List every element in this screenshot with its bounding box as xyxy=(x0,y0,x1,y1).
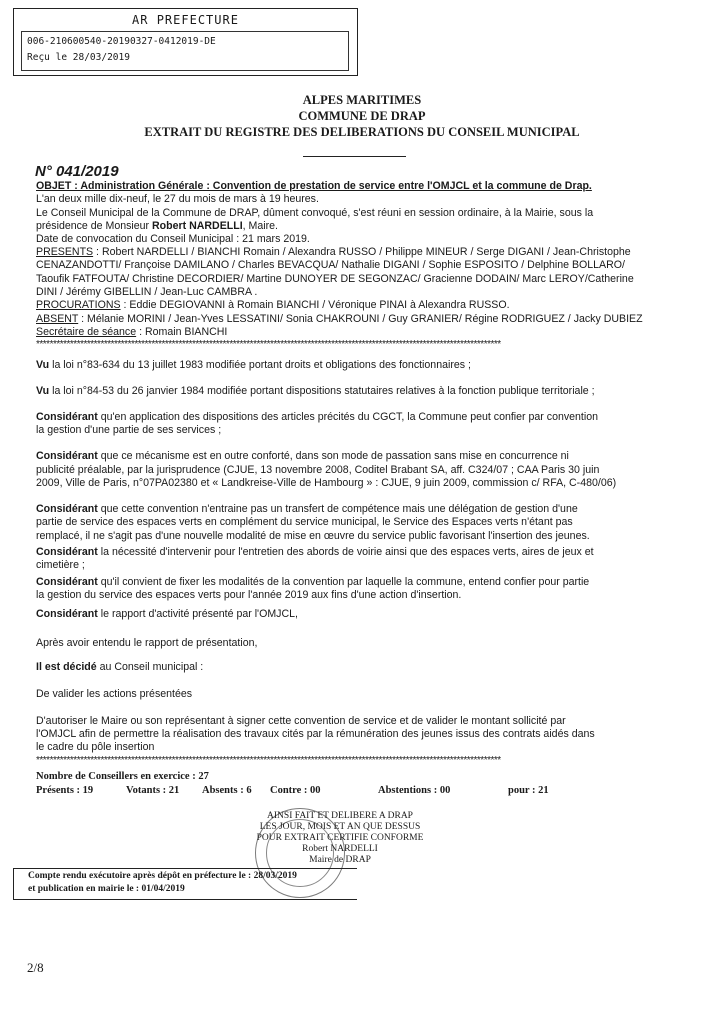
separator-stars-top: ***************************************************************************************************************************************** xyxy=(36,340,501,350)
autoriser-line-3: le cadre du pôle insertion xyxy=(36,741,155,753)
vu-2-text: la loi n°84-53 du 26 janvier 1984 modifiée portant dispositions statutaires relatives à la fonction publique territoriale ; xyxy=(49,385,595,397)
absent-line xyxy=(36,313,643,326)
vote-pour: pour : 21 xyxy=(508,785,549,796)
autoriser-line-2: l'OMJCL afin de permettre la réalisation des travaux cités par la rémunération des jeunes issus des contrats aidés dans xyxy=(36,728,595,740)
considerant-6-line xyxy=(36,608,298,621)
mayor-name: Robert NARDELLI xyxy=(152,220,243,232)
vu-1-text: la loi n°83-634 du 13 juillet 1983 modifiée portant droits et obligations des fonctionnaires ; xyxy=(49,359,471,371)
considerant-2-line-3: 2009, Ville de Paris, n°07PA02380 et « Landkreise-Ville de Hambourg » : CJUE, 9 juin 2009, commission c/ RFA, C-480/06) xyxy=(36,477,617,489)
considerant-3-line-1 xyxy=(36,503,578,516)
stamp-reference: 006-210600540-20190327-0412019-DE xyxy=(27,36,216,47)
vu-line-2 xyxy=(36,385,595,398)
considerant-2-text: que ce mécanisme est en outre conforté, dans son mode de passation sans mise en concurrence ni xyxy=(97,450,569,462)
procurations-line xyxy=(36,299,510,312)
presents-line-4: DINI / Jérémy GIBELLIN / Jean-Luc CAMBRA . xyxy=(36,286,258,298)
considerant-6-text: le rapport d'activité présenté par l'OMJCL, xyxy=(97,608,298,620)
presents-text-1: : Robert NARDELLI / BIANCHI Romain / Alexandra RUSSO / Philippe MINEUR / Serge DIGANI / Jean-Christophe xyxy=(93,246,631,258)
separator-stars-bottom: ***************************************************************************************************************************************** xyxy=(36,756,501,766)
council-line-1: Le Conseil Municipal de la Commune de DRAP, dûment convoqué, s'est réuni en session ordinaire, à la Mairie, sous la xyxy=(36,207,594,219)
council-line-2 xyxy=(36,220,278,233)
considerant-4-line-2: cimetière ; xyxy=(36,559,85,571)
considerant-2-line-2: publicité préalable, par la jurisprudence (CJUE, 13 novembre 2008, Coditel Brabant SA, aff. C324/07 ; CAA Paris 30 juin xyxy=(36,464,600,476)
presents-line-3: Taoufik FATFOUTA/ Christine DECORDIER/ Martine DUNOYER DE SEGONZAC/ Gracienne DODAIN/ Marc LEROY/Catherine xyxy=(36,273,634,285)
considerant-1-bold: Considérant xyxy=(36,411,98,423)
vu-2-bold: Vu xyxy=(36,385,50,397)
vote-votants: Votants : 21 xyxy=(126,785,180,796)
header-divider xyxy=(303,156,406,157)
considerant-4-bold: Considérant xyxy=(36,546,98,558)
considerant-5-line-2: la gestion du service des espaces verts pour l'année 2019 aux fins d'une action d'insertion. xyxy=(36,589,462,601)
absent-label: ABSENT xyxy=(36,313,79,325)
stamp-title: AR PREFECTURE xyxy=(132,13,239,27)
considerant-5-text: qu'il convient de fixer les modalités de la convention par laquelle la commune, entend confier pour partie xyxy=(97,576,590,588)
considerant-3-line-2: partie de service des espaces verts en complément du service municipal, le Service des Espaces verts n'étant pas xyxy=(36,516,573,528)
considerant-4-line-1 xyxy=(36,546,594,559)
considerant-6-bold: Considérant xyxy=(36,608,98,620)
signature-mayor-name: Robert NARDELLI xyxy=(302,844,378,854)
signature-mayor-title: Maire de DRAP xyxy=(309,855,371,865)
procurations-label: PROCURATIONS xyxy=(36,299,121,311)
signature-line-1: AINSI FAIT ET DELIBERE A DRAP xyxy=(267,811,413,821)
stamp-inner-box xyxy=(21,31,349,71)
vote-abstentions: Abstentions : 00 xyxy=(378,785,451,796)
decide-line xyxy=(36,661,203,674)
considerant-3-text: que cette convention n'entraine pas un transfert de compétence mais une délégation de gestion d'une xyxy=(97,503,578,515)
considerant-2-bold: Considérant xyxy=(36,450,98,462)
vote-absents: Absents : 6 xyxy=(202,785,252,796)
presents-label: PRESENTS xyxy=(36,246,94,258)
secretaire-line xyxy=(36,326,227,339)
vote-exercice: Nombre de Conseillers en exercice : 27 xyxy=(36,771,209,782)
session-date-line: L'an deux mille dix-neuf, le 27 du mois de mars à 19 heures. xyxy=(36,193,319,205)
considerant-3-line-3: remplacé, il ne s'agit pas d'une nouvelle modalité de mise en œuvre du service public favorisant l'insertion des jeunes. xyxy=(36,530,590,542)
decide-text: au Conseil municipal : xyxy=(96,661,204,673)
stamp-received-date: Reçu le 28/03/2019 xyxy=(27,52,130,63)
receipt-box xyxy=(13,868,357,900)
procurations-text: : Eddie DEGIOVANNI à Romain BIANCHI / Véronique PINAI à Alexandra RUSSO. xyxy=(120,299,510,311)
considerant-1-text: qu'en application des dispositions des articles précités du CGCT, la Commune peut confier par convention xyxy=(97,411,599,423)
secretaire-label: Secrétaire de séance xyxy=(36,326,137,338)
signature-line-2: LES JOUR, MOIS ET AN QUE DESSUS xyxy=(259,822,421,832)
receipt-line-1: Compte rendu exécutoire après dépôt en préfecture le : 28/03/2019 xyxy=(28,871,297,881)
considerant-5-bold: Considérant xyxy=(36,576,98,588)
autoriser-line-1: D'autoriser le Maire ou son représentant à signer cette convention de service et de valider le montant sollicité par xyxy=(36,715,566,727)
vote-presents: Présents : 19 xyxy=(36,785,94,796)
objet-line: OBJET : Administration Générale : Convention de prestation de service entre l'OMJCL et la commune de Drap. xyxy=(36,180,592,192)
header-department: ALPES MARITIMES xyxy=(302,93,422,107)
vu-line-1 xyxy=(36,359,471,372)
secretaire-text: : Romain BIANCHI xyxy=(136,326,228,338)
considerant-3-bold: Considérant xyxy=(36,503,98,515)
prefecture-stamp xyxy=(13,8,358,76)
vu-1-bold: Vu xyxy=(36,359,50,371)
council-line-2c: , Maire. xyxy=(242,220,278,232)
convocation-date: Date de convocation du Conseil Municipal : 21 mars 2019. xyxy=(36,233,310,245)
council-line-2a: présidence de Monsieur xyxy=(36,220,153,232)
considerant-2-line-1 xyxy=(36,450,569,463)
presents-line-2: CENAZANDOTTI/ Françoise DAMILANO / Charles BEVACQUA/ Nathalie DIGANI / Sophie ESPOSITO / Delphine BOLLARO/ xyxy=(36,259,625,271)
considerant-1-line-1 xyxy=(36,411,598,424)
header-register-title: EXTRAIT DU REGISTRE DES DELIBERATIONS DU CONSEIL MUNICIPAL xyxy=(144,125,580,139)
decide-bold: Il est décidé xyxy=(36,661,97,673)
receipt-line-2: et publication en mairie le : 01/04/2019 xyxy=(28,884,185,894)
signature-line-3: POUR EXTRAIT CERTIFIE CONFORME xyxy=(256,833,424,843)
considerant-1-line-2: la gestion d'une partie de ses services ; xyxy=(36,424,222,436)
considerant-5-line-1 xyxy=(36,576,589,589)
absent-text: : Mélanie MORINI / Jean-Yves LESSATINI/ Sonia CHAKROUNI / Guy GRANIER/ Régine RODRIGUEZ / Jacky DUBIEZ xyxy=(78,313,643,325)
page-number: 2/8 xyxy=(27,960,44,975)
header-commune: COMMUNE DE DRAP xyxy=(298,109,426,123)
vote-contre: Contre : 00 xyxy=(270,785,321,796)
valider-line: De valider les actions présentées xyxy=(36,688,193,700)
deliberation-number: N° 041/2019 xyxy=(35,163,119,180)
apres-line: Après avoir entendu le rapport de présentation, xyxy=(36,637,258,649)
considerant-4-text: la nécessité d'intervenir pour l'entretien des abords de voirie ainsi que des espaces verts, aires de jeux et xyxy=(97,546,594,558)
presents-line-1 xyxy=(36,246,631,259)
